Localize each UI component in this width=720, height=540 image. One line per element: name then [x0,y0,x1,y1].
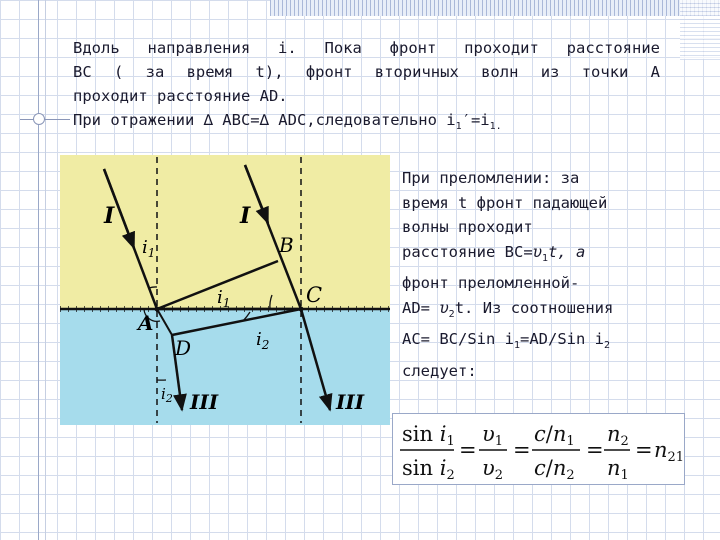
intro-line-3: проходит расстояние AD. [73,87,288,105]
ray-label-III-right: III [336,390,365,414]
point-label-B: B [279,233,294,257]
angle-label-i1-left: $i_1$ [142,237,156,260]
equals-4: = [635,438,653,462]
intro-paragraph [73,36,660,139]
formula-num-1: sin i1 [402,422,455,449]
subscript-2: 1. [489,121,502,133]
refraction-line-7 [402,327,672,359]
ad-tail: t. Из соотношения [454,298,614,317]
velocity-symbol-2: υ [439,298,449,317]
formula-n21: n21 [654,438,685,465]
point-C-dot [299,307,304,312]
refraction-line-1: При преломлении: за [402,169,580,187]
refraction-line-6 [402,296,672,328]
bc-text: расстояние BC= [402,242,533,261]
ad-text: AD= [402,298,440,317]
equals-1: = [459,438,477,462]
bc-tail: t, а [548,242,586,261]
angle-label-i2-mid: $i_2$ [256,329,270,352]
notebook-margin-rule [38,0,39,540]
equals-2: = [513,438,531,462]
velocity-sub-1: 1 [542,252,549,264]
velocity-symbol-1: υ [532,242,542,261]
formula-den-1: sin i2 [402,456,455,483]
ray-label-I-left: I [104,203,115,229]
point-label-C: C [306,283,323,307]
point-A-dot [155,307,160,312]
formula-den-2: υ2 [482,456,504,483]
ray-label-III-left: III [190,390,219,414]
refraction-line-4 [402,240,672,272]
binder-ring-line [20,119,70,120]
point-label-A: A [138,311,154,335]
binder-ring-icon [33,113,45,125]
ray-label-I-right: I [240,203,251,229]
ratio-sub-2: 2 [604,340,611,352]
reflection-text: При отражении ∆ ABC=∆ ADC,следовательно i [73,111,456,129]
ratio-sub-1: 1 [513,340,521,352]
angle-label-i1-mid: $i_1$ [217,287,231,310]
reflection-equals: ′=i [461,111,490,129]
angle-label-i2-low: $i_2$ [161,385,173,405]
formula-num-3: c/n1 [534,422,575,449]
refraction-line-3: волны проходит [402,218,533,236]
point-label-D: D [175,336,192,360]
refraction-line-5: фронт преломленной- [402,274,580,293]
upper-medium [60,155,390,309]
formula-den-3: c/n2 [534,456,575,483]
velocity-sub-2: 2 [448,308,455,320]
snell-law-formula [392,413,685,485]
ratio-mid: =AD/Sin i [520,330,605,349]
intro-line-1: Вдоль направления i. Пока фронт проходит расстояние [73,39,660,57]
intro-line-4 [73,108,660,139]
formula-num-2: υ1 [482,422,504,449]
intro-line-2: BC ( за время t), фронт вторичных волн из точки A [73,63,660,81]
subscript-1: 1 [455,121,462,133]
refraction-line-2: время t фронт падающей [402,193,608,212]
refraction-diagram [60,155,390,425]
decorative-corner [680,0,720,60]
ratio-text: AC= BC/Sin i [402,330,514,349]
formula-num-4: n2 [607,422,629,449]
refraction-paragraph [402,166,672,383]
notebook-margin-rule-secondary [45,0,46,540]
decorative-top-band [270,0,720,16]
refraction-line-8: следует: [402,361,477,380]
formula-den-4: n1 [607,456,629,483]
equals-3: = [586,438,604,462]
